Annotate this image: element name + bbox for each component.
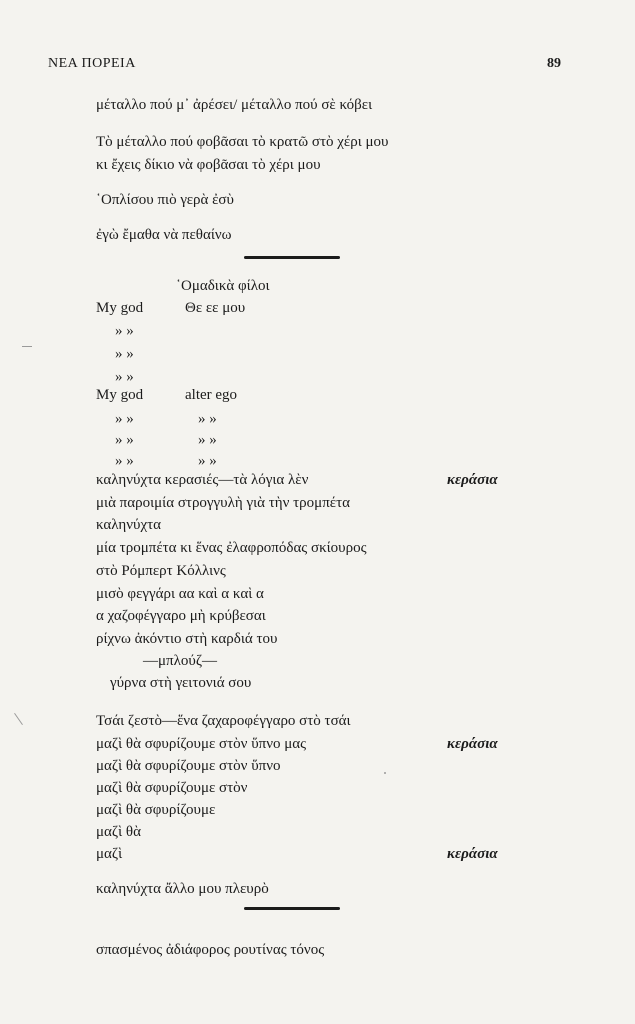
chorus-cell: » » — [115, 369, 134, 385]
poem-line: γύρνα στὴ γειτονιά σου — [110, 675, 252, 691]
poem-line: Τὸ μέταλλο πού φοβᾶσαι τὸ κρατῶ στὸ χέρι μου — [96, 134, 389, 150]
chorus-cell: » » — [198, 411, 217, 427]
chorus-cell: » » — [115, 453, 134, 469]
chorus-cell: My god — [96, 387, 144, 403]
section-divider — [244, 256, 340, 259]
margin-note: κεράσια — [447, 472, 498, 488]
poem-line: σπασμένος ἀδιάφορος ρουτίνας τόνος — [96, 942, 325, 958]
poem-line: μαζὶ θὰ σφυρίζουμε — [96, 802, 216, 818]
poem-line: καληνύχτα κερασιές—τὰ λόγια λὲν — [96, 472, 309, 488]
poem-line: μία τρομπέτα κι ἕνας ἐλαφροπόδας σκίουρος — [96, 540, 367, 556]
chorus-cell: My god — [96, 300, 144, 316]
poem-line: μαζὶ θὰ σφυρίζουμε στὸν — [96, 780, 248, 796]
poem-line: ρίχνω ἀκόντιο στὴ καρδιά του — [96, 631, 278, 647]
chorus-cell: » » — [115, 346, 134, 362]
chorus-cell: Θε εε μου — [185, 300, 246, 316]
poem-line: στὸ Ρόμπερτ Κόλλινς — [96, 563, 226, 579]
running-header: ΝΕΑ ΠΟΡΕΙΑ — [48, 56, 136, 71]
poem-line: μαζὶ θὰ σφυρίζουμε στὸν ὕπνο μας — [96, 736, 307, 752]
chorus-cell: alter ego — [185, 387, 238, 403]
scan-mark — [384, 772, 386, 774]
poem-line: μαζὶ θὰ — [96, 824, 141, 840]
poem-line: ἐγὼ ἔμαθα νὰ πεθαίνω — [96, 227, 232, 243]
chorus-cell: » » — [198, 432, 217, 448]
chorus-cell: » » — [115, 323, 134, 339]
poem-line: Τσάι ζεστὸ—ἕνα ζαχαροφέγγαρο στὸ τσάι — [96, 713, 351, 729]
poem-line: μισὸ φεγγάρι αα καὶ α καὶ α — [96, 586, 264, 602]
margin-note: κεράσια — [447, 736, 498, 752]
poem-line: μαζὶ — [96, 846, 123, 862]
poem-line: ῾Οπλίσου πιὸ γερὰ ἐσὺ — [96, 192, 234, 208]
poem-line: α χαζοφέγγαρο μὴ κρύβεσαι — [96, 608, 266, 624]
section-divider — [244, 907, 340, 910]
poem-line: μαζὶ θὰ σφυρίζουμε στὸν ὕπνο — [96, 758, 281, 774]
scan-mark — [22, 346, 32, 347]
poem-line: κι ἔχεις δίκιο νὰ φοβᾶσαι τὸ χέρι μου — [96, 157, 321, 173]
poem-line: —μπλούζ— — [143, 653, 218, 669]
margin-note: κεράσια — [447, 846, 498, 862]
chorus-cell: » » — [198, 453, 217, 469]
page-number: 89 — [547, 56, 561, 71]
chorus-cell: » » — [115, 432, 134, 448]
chorus-heading: ῾Ομαδικὰ φίλοι — [176, 278, 270, 294]
poem-line: καληνύχτα — [96, 517, 162, 533]
poem-line: καληνύχτα ἄλλο μου πλευρὸ — [96, 881, 269, 897]
poem-line: μέταλλο πού μ᾽ ἀρέσει/ μέταλλο πού σὲ κόβει — [96, 97, 373, 113]
scan-mark — [14, 713, 23, 725]
poem-line: μιὰ παροιμία στρογγυλὴ γιὰ τὴν τρομπέτα — [96, 495, 350, 511]
chorus-cell: » » — [115, 411, 134, 427]
